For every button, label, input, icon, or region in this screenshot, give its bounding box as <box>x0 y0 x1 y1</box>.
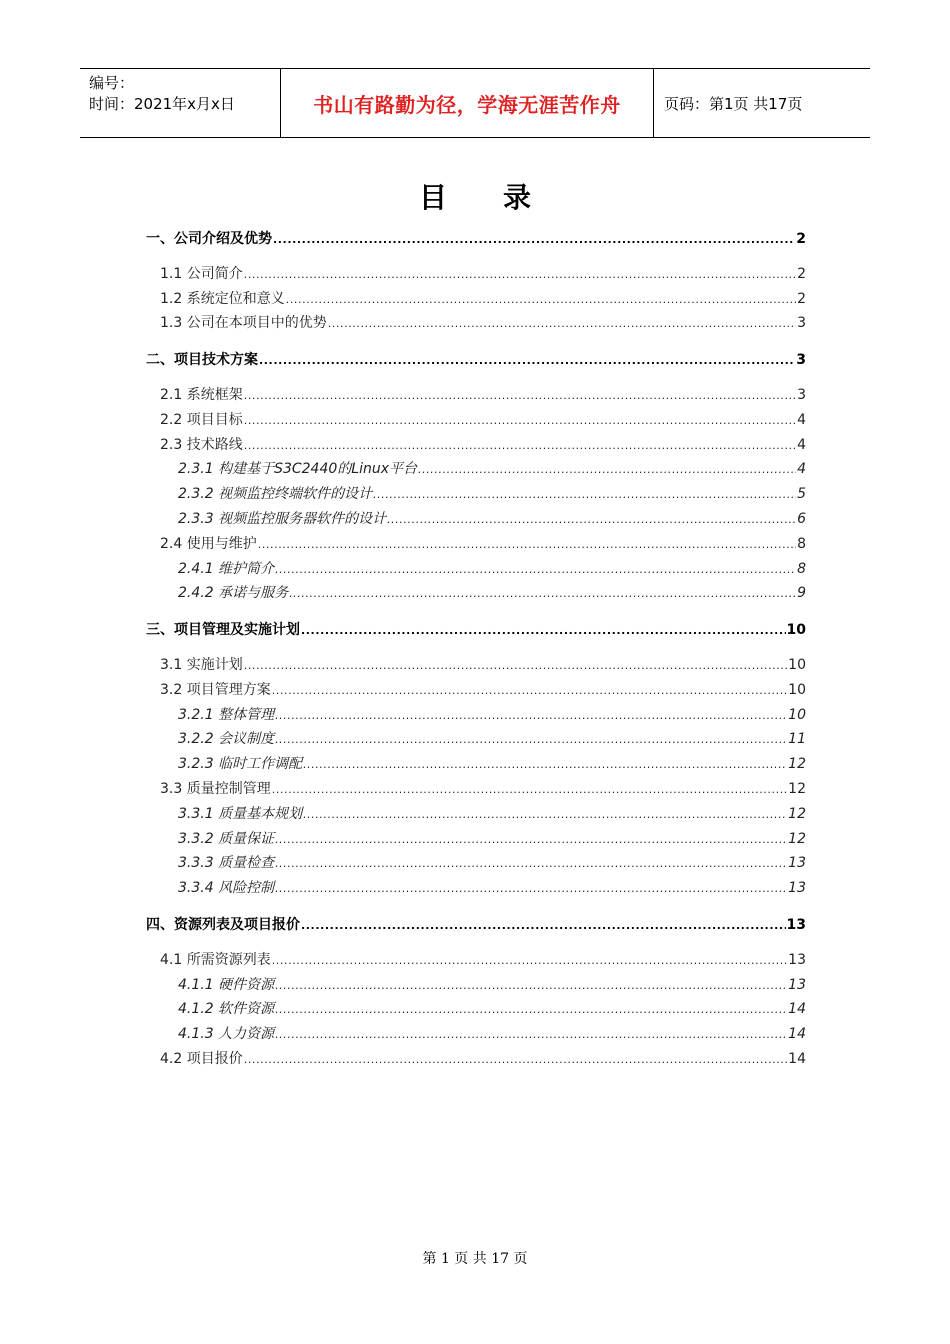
toc-entry-page-number: 8 <box>797 535 806 552</box>
toc-entry[interactable] <box>178 582 806 602</box>
toc-entry[interactable] <box>146 228 806 248</box>
page-footer: 第 1 页 共 17 页 <box>422 1251 528 1267</box>
toc-entry-label: 2.3.3 视频监控服务器软件的设计 <box>178 511 387 527</box>
toc-entry[interactable] <box>160 263 806 283</box>
toc-entry[interactable] <box>178 1023 806 1043</box>
toc-entry-page-number: 14 <box>788 1001 806 1018</box>
toc-entry[interactable] <box>160 533 806 553</box>
toc-entry[interactable] <box>160 288 806 308</box>
toc-entry-page-number: 10 <box>788 706 806 723</box>
toc-entry-label: 4.1.3 人力资源 <box>178 1026 275 1043</box>
toc-entry-page-number: 14 <box>788 1026 806 1043</box>
toc-leader-dots <box>275 831 787 847</box>
toc-entry[interactable] <box>160 434 806 454</box>
toc-entry[interactable] <box>160 384 806 404</box>
toc-leader-dots <box>303 806 787 822</box>
toc-entry-label: 一、公司介绍及优势 <box>146 231 272 247</box>
toc-entry-page-number: 12 <box>788 805 806 822</box>
toc-entry-label: 3.2.3 临时工作调配 <box>178 756 303 773</box>
toc-entry[interactable] <box>178 508 806 528</box>
toc-entry[interactable] <box>178 877 806 897</box>
toc-entry[interactable] <box>178 704 806 724</box>
toc-entry[interactable] <box>160 778 806 798</box>
toc-entry-label: 2.4.2 承诺与服务 <box>178 585 289 602</box>
toc-leader-dots <box>259 352 795 368</box>
toc-leader-dots <box>373 486 796 502</box>
toc-entry-label: 3.2.1 整体管理 <box>178 706 275 723</box>
toc-leader-dots <box>328 315 796 331</box>
toc-leader-dots <box>275 880 787 896</box>
toc-entry-label: 1.1 公司简介 <box>160 265 243 282</box>
toc-leader-dots <box>289 585 796 601</box>
toc-entry-page-number: 3 <box>797 315 806 332</box>
page-header <box>80 68 870 138</box>
toc-entry-label: 3.2 项目管理方案 <box>160 681 271 698</box>
toc-leader-dots <box>244 1051 787 1067</box>
document-time-label: 时间：2021年x月x日 <box>89 95 235 113</box>
header-page-info: 页码：第1页 共17页 <box>664 94 803 113</box>
toc-entry-page-number: 14 <box>788 1051 806 1067</box>
toc-entry-page-number: 12 <box>788 756 806 773</box>
toc-entry[interactable] <box>178 974 806 994</box>
toc-entry-label: 1.3 公司在本项目中的优势 <box>160 315 327 332</box>
toc-entry-label: 二、项目技术方案 <box>146 352 258 369</box>
toc-leader-dots <box>244 266 796 282</box>
toc-leader-dots <box>244 657 787 673</box>
toc-leader-dots <box>387 511 796 527</box>
toc-entry-page-number: 4 <box>797 461 806 478</box>
toc-entry-label: 2.4.1 维护简介 <box>178 560 275 577</box>
toc-entry-page-number: 10 <box>786 622 806 639</box>
header-meta <box>80 69 281 137</box>
toc-entry[interactable] <box>146 914 806 934</box>
toc-entry-label: 4.2 项目报价 <box>160 1051 243 1067</box>
toc-entry-label: 3.3.1 质量基本规划 <box>178 805 303 822</box>
toc-entry[interactable] <box>178 803 806 823</box>
toc-entry-label: 4.1.2 软件资源 <box>178 1001 275 1018</box>
toc-entry[interactable] <box>178 458 806 478</box>
toc-entry-page-number: 3 <box>796 352 806 369</box>
toc-entry-page-number: 3 <box>797 387 806 403</box>
toc-entry-label: 2.4 使用与维护 <box>160 535 257 552</box>
toc-title-char-2: 录 <box>503 181 532 214</box>
toc-entry-page-number: 13 <box>788 855 806 872</box>
toc-entry-page-number: 9 <box>797 585 806 602</box>
toc-entry-page-number: 5 <box>797 486 806 503</box>
toc-entry[interactable] <box>160 654 806 674</box>
toc-leader-dots <box>275 707 787 723</box>
toc-entry-label: 3.2.2 会议制度 <box>178 731 275 748</box>
toc-title <box>0 176 950 216</box>
toc-entry[interactable] <box>160 679 806 699</box>
toc-entry-label: 3.3.3 质量检查 <box>178 855 275 872</box>
toc-entry-label: 2.3.1 构建基于S3C2440的Linux平台 <box>178 461 417 478</box>
toc-entry-label: 3.3 质量控制管理 <box>160 781 271 797</box>
toc-entry-label: 三、项目管理及实施计划 <box>146 622 300 639</box>
toc-leader-dots <box>258 536 796 552</box>
toc-entry-page-number: 11 <box>788 731 806 748</box>
toc-entry[interactable] <box>178 753 806 773</box>
toc-entry-page-number: 13 <box>788 880 806 897</box>
toc-leader-dots <box>275 977 787 993</box>
toc-entry[interactable] <box>178 852 806 872</box>
toc-entry[interactable] <box>178 483 806 503</box>
toc-entry-page-number: 12 <box>788 781 806 797</box>
toc-entry-page-number: 10 <box>788 681 806 698</box>
toc-entry-page-number: 2 <box>797 265 806 282</box>
toc-entry[interactable] <box>160 312 806 332</box>
toc-entry[interactable] <box>160 409 806 429</box>
toc-entry-page-number: 12 <box>788 830 806 847</box>
toc-entry[interactable] <box>178 998 806 1018</box>
toc-title-char-1: 目 <box>418 181 447 214</box>
toc-entry-label: 2.3.2 视频监控终端软件的设计 <box>178 486 373 503</box>
toc-entry-label: 2.1 系统框架 <box>160 387 243 403</box>
toc-leader-dots <box>301 622 786 638</box>
toc-entry-label: 2.2 项目目标 <box>160 411 243 428</box>
toc-entry-label: 3.3.4 风险控制 <box>178 880 275 897</box>
toc-entry-page-number: 2 <box>797 290 806 307</box>
toc-leader-dots <box>275 731 787 747</box>
toc-entry-page-number: 6 <box>797 511 806 527</box>
toc-entry[interactable] <box>178 828 806 848</box>
toc-entry-page-number: 4 <box>797 436 806 453</box>
toc-leader-dots <box>286 291 796 307</box>
toc-entry-label: 2.3 技术路线 <box>160 436 243 453</box>
toc-leader-dots <box>418 461 796 477</box>
toc-leader-dots <box>272 682 787 698</box>
toc-leader-dots <box>244 387 796 403</box>
toc-entry-label: 4.1 所需资源列表 <box>160 951 271 968</box>
toc-entry-page-number: 13 <box>786 917 806 933</box>
toc-entry-page-number: 2 <box>796 231 806 247</box>
toc-entry-label: 3.3.2 质量保证 <box>178 830 275 847</box>
toc-leader-dots <box>272 781 787 797</box>
toc-leader-dots <box>244 412 796 428</box>
toc-entry[interactable] <box>178 728 806 748</box>
toc-entry[interactable] <box>178 558 806 578</box>
toc-leader-dots <box>275 561 796 577</box>
toc-leader-dots <box>275 855 787 871</box>
document-number-label: 编号： <box>89 74 135 92</box>
toc-entry[interactable] <box>160 1048 806 1068</box>
toc-entry-page-number: 10 <box>788 657 806 673</box>
toc-leader-dots <box>275 1001 787 1017</box>
toc-entry-label: 4.1.1 硬件资源 <box>178 976 275 993</box>
toc-entry-page-number: 4 <box>797 411 806 428</box>
toc-entry-label: 3.1 实施计划 <box>160 657 243 673</box>
toc-leader-dots <box>303 756 787 772</box>
toc-entry-page-number: 13 <box>788 951 806 968</box>
toc-entry-page-number: 13 <box>788 976 806 993</box>
toc-leader-dots <box>244 437 796 453</box>
header-motto: 书山有路勤为径，学海无涯苦作舟 <box>281 69 654 137</box>
toc-leader-dots <box>301 917 786 933</box>
toc-entry-page-number: 8 <box>797 560 806 577</box>
toc-leader-dots <box>275 1026 787 1042</box>
toc-leader-dots <box>272 952 787 968</box>
toc-entry[interactable] <box>146 619 806 639</box>
toc-entry-label: 1.2 系统定位和意义 <box>160 290 285 307</box>
toc-leader-dots <box>273 231 795 247</box>
toc-entry-label: 四、资源列表及项目报价 <box>146 917 300 933</box>
toc-entry[interactable] <box>160 949 806 969</box>
toc-entry[interactable] <box>146 349 806 369</box>
